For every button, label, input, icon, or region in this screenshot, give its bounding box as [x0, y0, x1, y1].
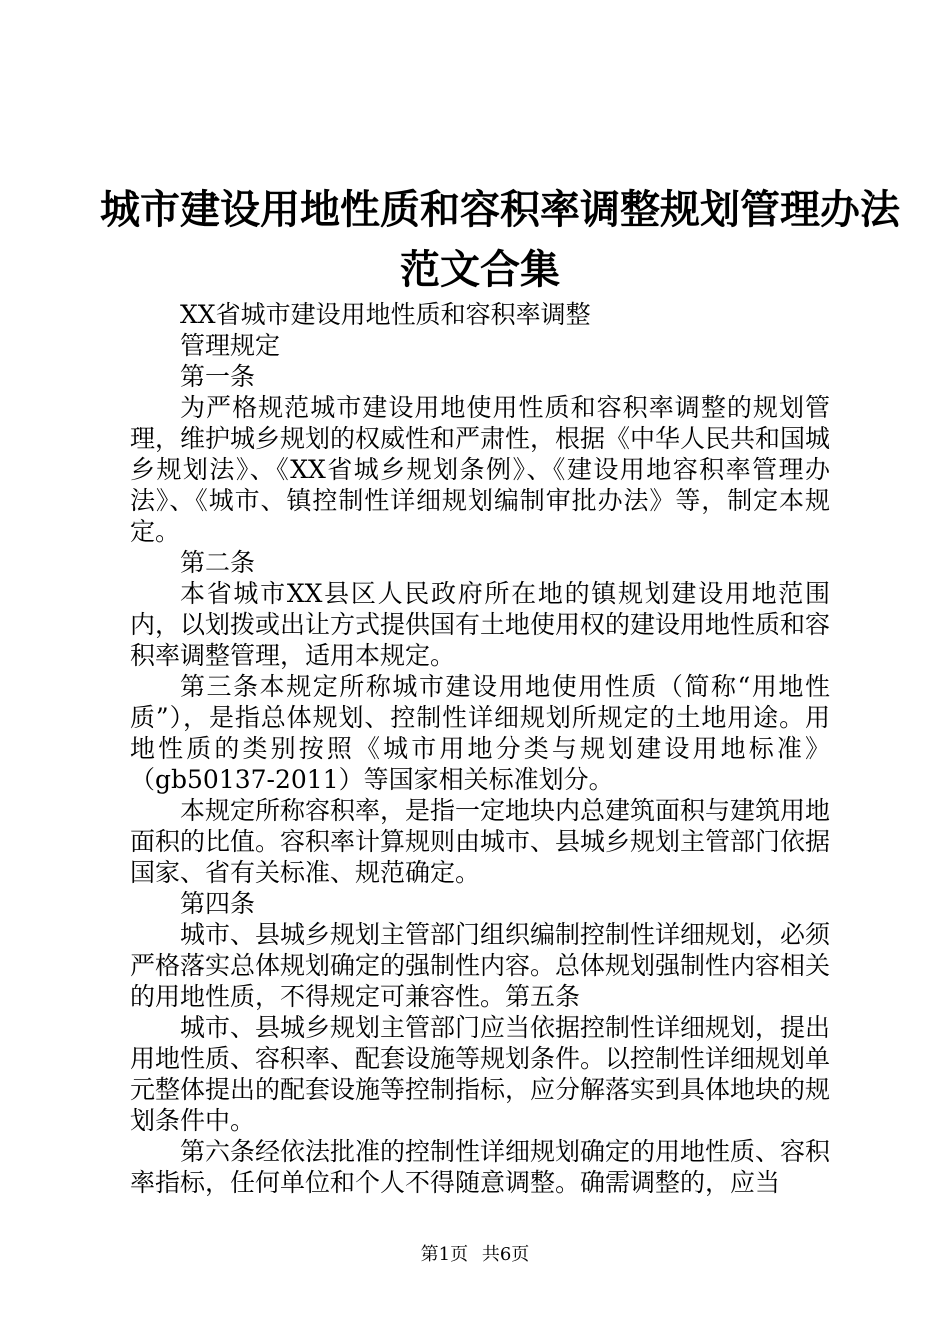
paragraph-9: 第四条 [180, 889, 256, 918]
paragraph-6: 本省城市XX县区人民政府所在地的镇规划建设用地范围内，以划拨或出让方式提供国有土地使用权的建设用地性质和容积率调整管理，适用本规定。 [130, 579, 831, 670]
paragraph-7: 第三条本规定所称城市建设用地使用性质（简称“用地性质”），是指总体规划、控制性详细规划所规定的土地用途。用地性质的类别按照《城市用地分类与规划建设用地标准》（gb50137-2011）等国家相关标准划分。 [130, 672, 830, 794]
paragraph-12: 第六条经依法批准的控制性详细规划确定的用地性质、容积率指标，任何单位和个人不得随意调整。确需调整的，应当 [130, 1137, 831, 1197]
paragraph-5: 第二条 [180, 548, 256, 577]
document-title-line-1: 城市建设用地性质和容积率调整规划管理办法 [100, 186, 900, 233]
paragraph-4: 为严格规范城市建设用地使用性质和容积率调整的规划管理，维护城乡规划的权威性和严肃性，根据《中华人民共和国城乡规划法》、《XX省城乡规划条例》、《建设用地容积率管理办法》、《城市、镇控制性详细规划编制审批办法》等，制定本规定。 [130, 393, 831, 546]
document-body [130, 299, 830, 1198]
paragraph-8: 本规定所称容积率，是指一定地块内总建筑面积与建筑用地面积的比值。容积率计算规则由城市、县城乡规划主管部门依据国家、省有关标准、规范确定。 [130, 796, 831, 887]
paragraph-11: 城市、县城乡规划主管部门应当依据控制性详细规划，提出用地性质、容积率、配套设施等规划条件。以控制性详细规划单元整体提出的配套设施等控制指标，应分解落实到具体地块的规划条件中。 [130, 1013, 831, 1135]
document-title-line-2: 范文合集 [400, 246, 560, 293]
page-total: 共6页 [481, 1244, 530, 1265]
paragraph-1: XX省城市建设用地性质和容积率调整 [180, 300, 591, 329]
page-number: 第1页 [420, 1244, 469, 1265]
paragraph-3: 第一条 [180, 362, 256, 391]
paragraph-10: 城市、县城乡规划主管部门组织编制控制性详细规划，必须严格落实总体规划确定的强制性内容。总体规划强制性内容相关的用地性质，不得规定可兼容性。第五条 [130, 920, 831, 1011]
paragraph-2: 管理规定 [180, 331, 281, 360]
page-footer [0, 1244, 950, 1266]
